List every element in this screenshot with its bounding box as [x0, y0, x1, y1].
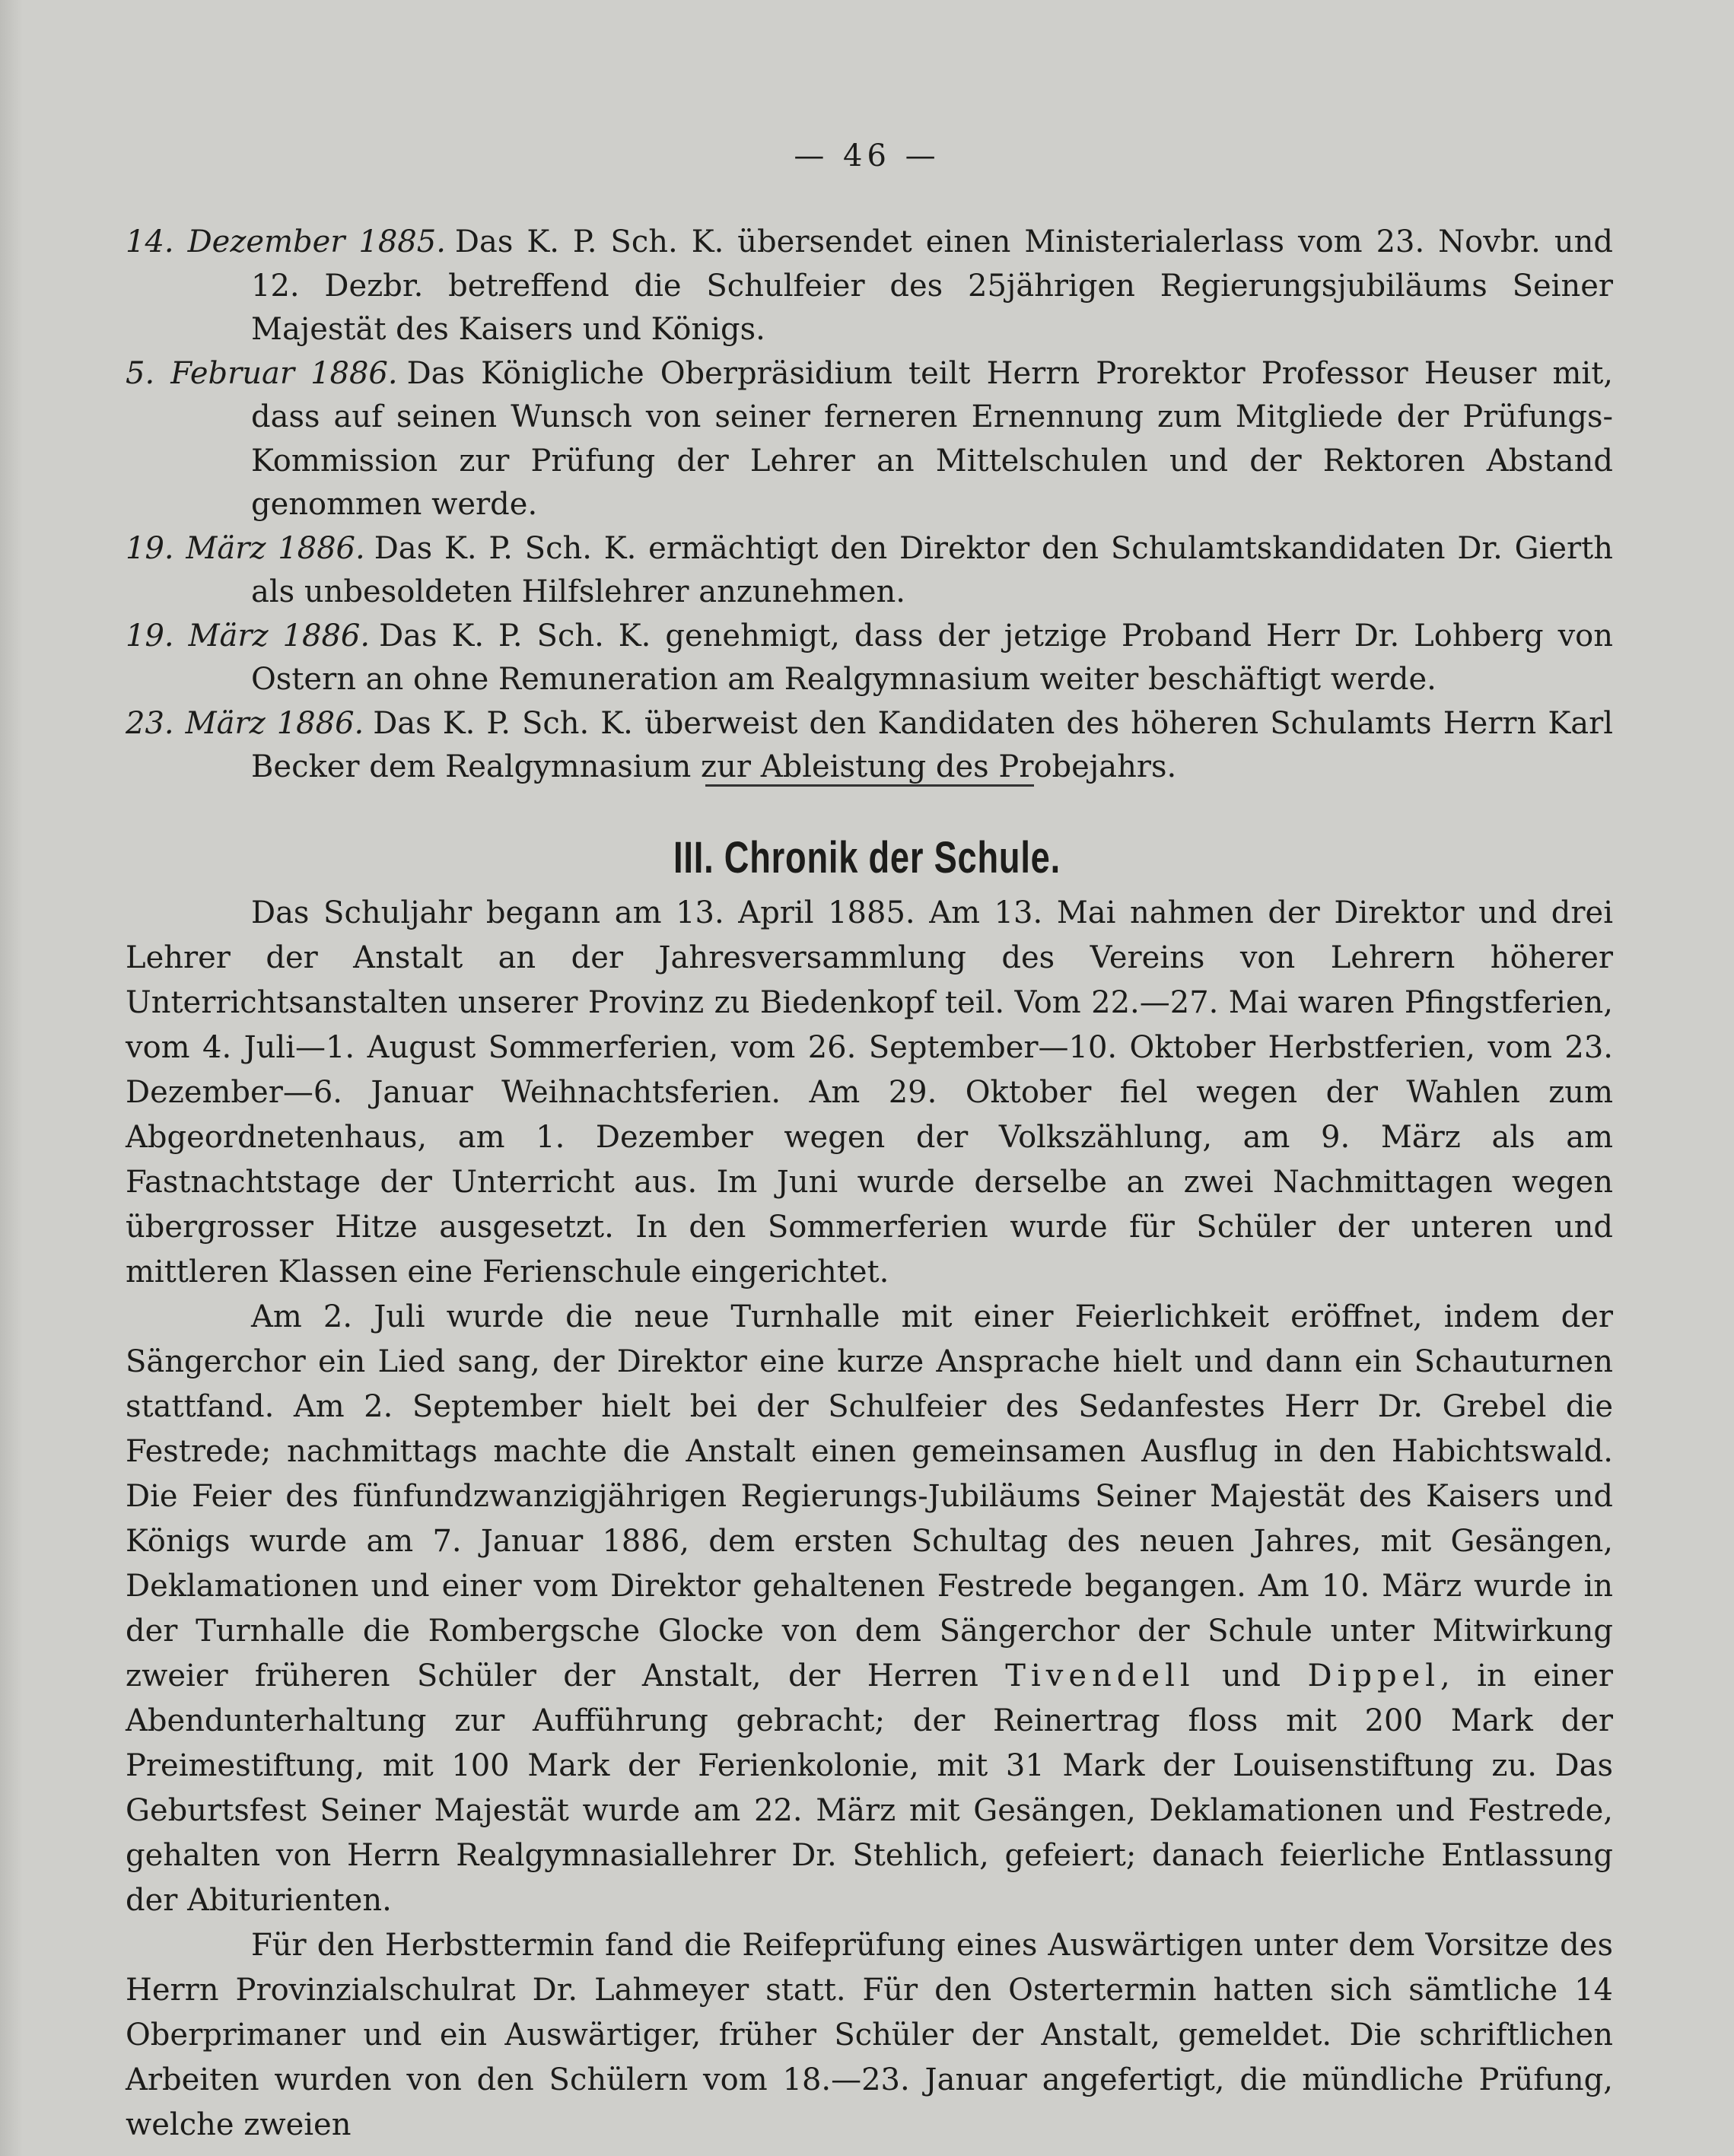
entry-date: 19. März 1886.: [126, 618, 371, 653]
paragraph: Das Schuljahr begann am 13. April 1885. Am 13. Mai nahmen der Direktor und drei Lehrer der Anstalt an der Jahresversammlung des Vereins von Lehrern höherer Unterrichtsanstalten unserer Provinz zu Biedenkopf teil. Vom 22.—27. Mai waren Pfingstferien, vom 4. Juli—1. August Sommerferien, vom 26. September—10. Oktober Herbstferien, vom 23. Dezember—6. Januar Weihnachtsferien. Am 29. Oktober fiel wegen der Wahlen zum Abgeordnetenhaus, am 1. Dezember wegen der Volkszählung, am 9. März als am Fastnachtstage der Unterricht aus. Im Juni wurde derselbe an zwei Nachmittagen wegen übergrosser Hitze ausgesetzt. In den Sommerferien wurde für Schüler der unteren und mittleren Klassen eine Ferienschule eingerichtet.: [126, 895, 1613, 1289]
entry-text: Das K. P. Sch. K. genehmigt, dass der jetzige Proband Herr Dr. Lohberg von Ostern an ohne Remuneration am Realgymnasium weiter beschäftigt werde.: [251, 618, 1614, 697]
decree-entries: [126, 221, 1613, 790]
decree-entry: [126, 352, 1613, 527]
paragraph-text: Am 2. Juli wurde die neue Turnhalle mit einer Feierlichkeit eröffnet, indem der Sängerchor ein Lied sang, der Direktor eine kurze Ansprache hielt und dann ein Schauturnen stattfand. Am 2. September hielt bei der Schulfeier des Sedanfestes Herr Dr. Grebel die Festrede; nachmittags machte die Anstalt einen gemeinsamen Ausflug in den Habichtswald. Die Feier des fünfundzwanzigjährigen Regierungs-Jubiläums Seiner Majestät des Kaisers und Königs wurde am 7. Januar 1886, dem ersten Schultag des neuen Jahres, mit Gesängen, Deklamationen und einer vom Direktor gehaltenen Festrede begangen. Am 10. März wurde in der Turnhalle die Rombergsche Glocke von dem Sängerchor der Schule unter Mitwirkung zweier früheren Schüler der Anstalt, der Herren: [126, 1299, 1613, 1693]
chronicle-body: [126, 891, 1613, 2148]
entry-date: 5. Februar 1886.: [126, 355, 398, 391]
decree-entry: [126, 527, 1613, 615]
entry-text: Das Königliche Oberpräsidium teilt Herrn Prorektor Professor Heuser mit, dass auf seinen Wunsch von seiner ferneren Ernennung zum Mitgliede der Prüfungs-Kommission zur Prüfung der Lehrer an Mittelschulen und der Rektoren Abstand genommen werde.: [251, 355, 1613, 522]
person-name: Tivendell: [1005, 1658, 1195, 1693]
entry-date: 23. März 1886.: [126, 705, 364, 741]
entry-date: 19. März 1886.: [126, 530, 365, 566]
decree-entry: [126, 221, 1613, 352]
paragraph: [126, 1295, 1613, 1923]
page-edge-shadow: [0, 0, 23, 2156]
section-divider: [705, 784, 1034, 787]
page-number: — 46 —: [794, 138, 940, 173]
paragraph-text: und: [1222, 1658, 1281, 1693]
paragraph-text: , in einer Abendunterhaltung zur Aufführung gebracht; der Reinertrag floss mit 200 Mark der Preimestiftung, mit 100 Mark der Ferienkolonie, mit 31 Mark der Louisenstiftung zu. Das Geburtsfest Seiner Majestät wurde am 22. März mit Gesängen, Deklamationen und Festrede, gehalten von Herrn Realgymnasiallehrer Dr. Stehlich, gefeiert; danach feierliche Entlassung der Abiturienten.: [126, 1658, 1614, 1918]
section-heading: III. Chronik der Schule.: [673, 833, 1061, 882]
entry-text: Das K. P. Sch. K. übersendet einen Ministerialerlass vom 23. Novbr. und 12. Dezbr. betreffend die Schulfeier des 25jährigen Regierungsjubiläums Seiner Majestät des Kaisers und Königs.: [251, 224, 1614, 347]
decree-entry: [126, 615, 1613, 702]
paragraph: Für den Herbsttermin fand die Reifeprüfung eines Auswärtigen unter dem Vorsitze des Herrn Provinzialschulrat Dr. Lahmeyer statt. Für den Ostertermin hatten sich sämtliche 14 Oberprimaner und ein Auswärtiger, früher Schüler der Anstalt, gemeldet. Die schriftlichen Arbeiten wurden von den Schülern vom 18.—23. Januar angefertigt, die mündliche Prüfung, welche zweien: [126, 1928, 1613, 2142]
entry-text: Das K. P. Sch. K. überweist den Kandidaten des höheren Schulamts Herrn Karl Becker dem Realgymnasium zur Ableistung des Probejahrs.: [251, 705, 1613, 784]
decree-entry: [126, 702, 1613, 790]
person-name: Dippel: [1307, 1658, 1441, 1693]
entry-text: Das K. P. Sch. K. ermächtigt den Direktor den Schulamtskandidaten Dr. Gierth als unbesoldeten Hilfslehrer anzunehmen.: [251, 530, 1613, 609]
entry-date: 14. Dezember 1885.: [126, 224, 446, 259]
